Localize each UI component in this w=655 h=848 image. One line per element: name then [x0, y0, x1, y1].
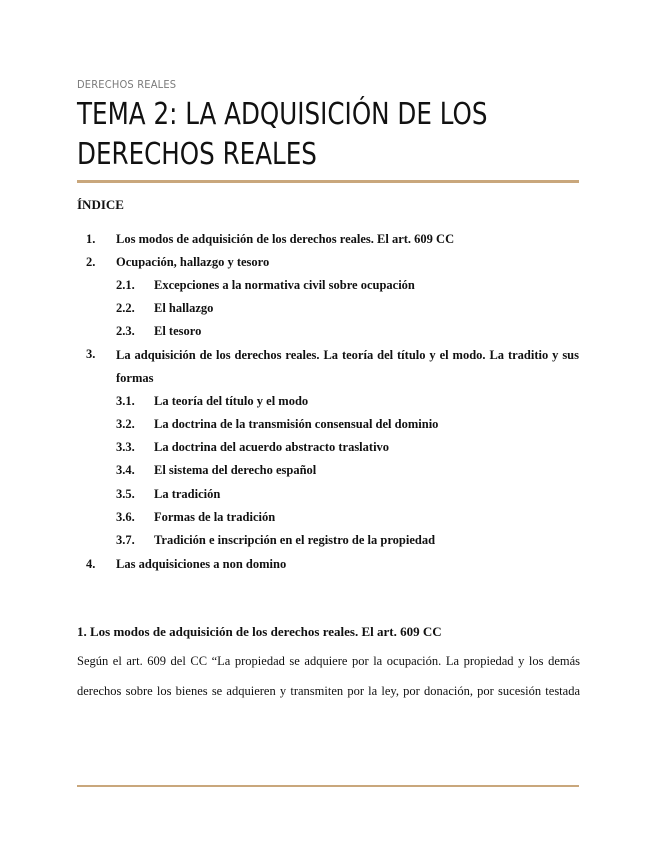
toc-number: 3.4.: [116, 463, 135, 477]
toc-label: La doctrina de la transmisión consensual del dominio: [154, 417, 439, 431]
toc-label: El sistema del derecho español: [154, 463, 317, 477]
toc-number: 4.: [86, 557, 96, 571]
toc-label: La tradición: [154, 487, 221, 501]
toc-number: 3.: [86, 347, 96, 361]
subject-label: DERECHOS REALES: [77, 78, 177, 91]
header-divider: [77, 180, 579, 183]
toc-number: 2.2.: [116, 301, 135, 315]
toc-number: 3.5.: [116, 487, 135, 501]
toc-label: Formas de la tradición: [154, 510, 276, 524]
toc-number: 3.1.: [116, 394, 135, 408]
toc-label: Excepciones a la normativa civil sobre ocupación: [154, 278, 415, 292]
toc-number: 2.1.: [116, 278, 135, 292]
section-heading: 1. Los modos de adquisición de los derechos reales. El art. 609 CC: [77, 624, 442, 639]
toc-label: Las adquisiciones a non domino: [116, 557, 287, 571]
footer-divider: [77, 785, 579, 787]
toc-label: El tesoro: [154, 324, 202, 338]
toc-label: La teoría del título y el modo: [154, 394, 309, 408]
toc-number: 3.3.: [116, 440, 135, 454]
index-heading: ÍNDICE: [77, 197, 124, 212]
toc-label: La adquisición de los derechos reales. La teoría del título y el modo. La traditio y sus formas: [116, 348, 579, 385]
page-title: TEMA 2: LA ADQUISICIÓN DE LOS DERECHOS REALES: [77, 97, 488, 172]
toc-label: La doctrina del acuerdo abstracto traslativo: [154, 440, 390, 454]
toc-label: Tradición e inscripción en el registro de la propiedad: [154, 533, 436, 547]
toc-label: Los modos de adquisición de los derechos reales. El art. 609 CC: [116, 232, 455, 246]
section-paragraph: Según el art. 609 del CC “La propiedad se adquiere por la ocupación. La propiedad y los demás derechos sobre los bienes se adquieren y transmiten por la ley, por donación, por sucesión testada: [77, 654, 580, 698]
toc-label: Ocupación, hallazgo y tesoro: [116, 255, 270, 269]
toc-number: 3.6.: [116, 510, 135, 524]
toc-label: El hallazgo: [154, 301, 214, 315]
toc-number: 3.2.: [116, 417, 135, 431]
toc-number: 2.3.: [116, 324, 135, 338]
toc-number: 1.: [86, 232, 96, 246]
toc-number: 2.: [86, 255, 96, 269]
toc-number: 3.7.: [116, 533, 135, 547]
